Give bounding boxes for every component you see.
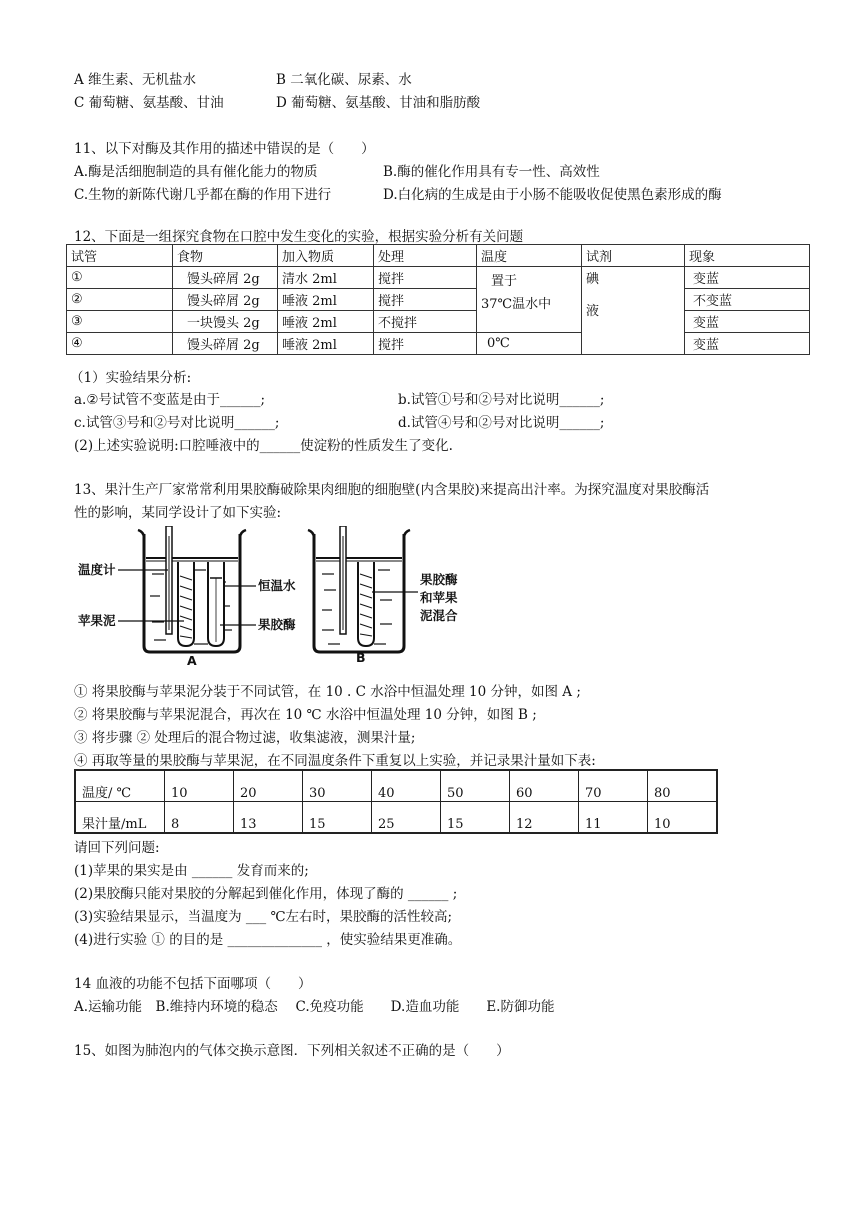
header-cell: 加入物质 <box>278 245 374 267</box>
header-cell: 现象 <box>685 245 810 267</box>
temp-cell: 50 <box>441 770 510 802</box>
juice-cell: 25 <box>372 802 441 834</box>
temp-cell: 20 <box>234 770 303 802</box>
table-row <box>67 289 810 311</box>
q11-option-b: B.酶的催化作用具有专一性、高效性 <box>383 164 600 180</box>
label-mix-line1: 果胶酶 <box>420 572 458 587</box>
label-enzyme: 果胶酶 <box>258 617 296 632</box>
temp-cell: 60 <box>510 770 579 802</box>
result-cell: 变蓝 <box>685 267 810 289</box>
tube-cell: ③ <box>67 311 173 333</box>
q13-part1: (1)苹果的果实是由 ______ 发育而来的; <box>74 863 309 879</box>
table-row <box>67 267 810 289</box>
label-figure-b: B <box>356 650 366 665</box>
q12-sub2: (2)上述实验说明:口腔唾液中的______使淀粉的性质发生了变化. <box>74 438 453 454</box>
q13-beaker-figure <box>74 526 504 666</box>
q12-table <box>66 244 810 355</box>
juice-cell: 12 <box>510 802 579 834</box>
juice-cell: 15 <box>441 802 510 834</box>
juice-cell: 15 <box>303 802 372 834</box>
q13-part3: (3)实验结果显示，当温度为 ___ ℃左右时，果胶酶的活性较高; <box>74 909 453 925</box>
temp-cell: 30 <box>303 770 372 802</box>
row-label: 温度/ ℃ <box>75 770 165 802</box>
q10-option-c: C 葡萄糖、氨基酸、甘油 <box>74 95 224 111</box>
treat-cell: 搅拌 <box>374 289 477 311</box>
beaker-b <box>308 526 410 652</box>
q13-results-table <box>74 769 718 834</box>
q11-option-a: A.酶是活细胞制造的具有催化能力的物质 <box>74 164 318 180</box>
food-cell: 馒头碎屑 2g <box>173 333 278 355</box>
table-row <box>67 311 810 333</box>
q12-qd: d.试管④号和②号对比说明______; <box>398 415 605 431</box>
juice-cell: 13 <box>234 802 303 834</box>
q13-step4: ④ 再取等量的果胶酶与苹果泥，在不同温度条件下重复以上实验，并记录果汁量如下表: <box>74 753 596 769</box>
label-apple-puree: 苹果泥 <box>78 613 116 628</box>
food-cell: 一块馒头 2g <box>173 311 278 333</box>
treat-cell: 搅拌 <box>374 267 477 289</box>
temp-cell: 0℃ <box>477 333 582 355</box>
q13-stem-line1: 13、果汁生产厂家常常利用果胶酶破除果肉细胞的细胞壁(内含果胶)来提高出汁率。为探究温度对果胶酶活 <box>74 482 710 498</box>
q13-ask: 请回下列问题: <box>74 840 160 856</box>
temp-cell: 10 <box>165 770 234 802</box>
label-mix-line2: 和苹果 <box>420 590 458 605</box>
q11-option-c: C.生物的新陈代谢几乎都在酶的作用下进行 <box>74 187 332 203</box>
juice-cell: 11 <box>579 802 648 834</box>
juice-cell: 10 <box>648 802 718 834</box>
label-figure-a: A <box>187 653 197 666</box>
q12-qb: b.试管①号和②号对比说明______; <box>398 392 605 408</box>
row-label: 果汁量/mL <box>75 802 165 834</box>
q11-option-d: D.白化病的生成是由于小肠不能吸收促使黑色素形成的酶 <box>383 187 722 203</box>
reagent-line-1: 碘 <box>586 272 600 287</box>
q13-step3: ③ 将步骤 ② 处理后的混合物过滤，收集滤液，测果汁量; <box>74 730 416 746</box>
temp-line-2: 37℃温水中 <box>481 297 552 312</box>
q12-qc: c.试管③号和②号对比说明______; <box>74 415 280 431</box>
table-row-juice <box>75 802 717 834</box>
table-row-temperature <box>75 770 717 802</box>
q13-part2: (2)果胶酶只能对果胶的分解起到催化作用，体现了酶的 ______ ; <box>74 886 458 902</box>
header-cell: 温度 <box>477 245 582 267</box>
temp-cell: 40 <box>372 770 441 802</box>
q15-stem: 15、如图为肺泡内的气体交换示意图．下列相关叙述不正确的是（ ） <box>74 1043 510 1059</box>
reagent-line-2: 液 <box>586 304 600 319</box>
tube-cell: ② <box>67 289 173 311</box>
q12-qa: a.②号试管不变蓝是由于______; <box>74 392 265 408</box>
juice-cell: 8 <box>165 802 234 834</box>
q10-option-a: A 维生素、无机盐水 <box>74 72 197 88</box>
q13-part4: (4)进行实验 ① 的目的是 ______________ ，使实验结果更准确。 <box>74 932 462 948</box>
label-constant-water: 恒温水 <box>258 578 296 593</box>
result-cell: 变蓝 <box>685 311 810 333</box>
result-cell: 不变蓝 <box>685 289 810 311</box>
reagent-merged-cell <box>582 267 685 355</box>
temp-cell: 70 <box>579 770 648 802</box>
label-mix-line3: 泥混合 <box>420 608 458 623</box>
q12-sub1: （1）实验结果分析: <box>70 370 192 386</box>
q10-option-d: D 葡萄糖、氨基酸、甘油和脂肪酸 <box>276 95 481 111</box>
treat-cell: 不搅拌 <box>374 311 477 333</box>
beaker-a <box>138 526 246 652</box>
label-thermometer: 温度计 <box>78 562 116 577</box>
food-cell: 馒头碎屑 2g <box>173 289 278 311</box>
q12-stem: 12、下面是一组探究食物在口腔中发生变化的实验，根据实验分析有关问题 <box>74 229 524 245</box>
q14-stem: 14 血液的功能不包括下面哪项（ ） <box>74 976 312 992</box>
q13-step1: ① 将果胶酶与苹果泥分装于不同试管，在 10 . C 水浴中恒温处理 10 分钟，如图 A ; <box>74 684 581 700</box>
header-cell: 食物 <box>173 245 278 267</box>
header-cell: 试管 <box>67 245 173 267</box>
temp-cell: 80 <box>648 770 718 802</box>
added-cell: 唾液 2ml <box>278 333 374 355</box>
tube-cell: ① <box>67 267 173 289</box>
table-header-row <box>67 245 810 267</box>
q13-stem-line2: 性的影响，某同学设计了如下实验: <box>74 505 282 521</box>
table-row <box>67 333 810 355</box>
tube-cell: ④ <box>67 333 173 355</box>
added-cell: 清水 2ml <box>278 267 374 289</box>
added-cell: 唾液 2ml <box>278 311 374 333</box>
temperature-merged-cell <box>477 267 582 333</box>
header-cell: 试剂 <box>582 245 685 267</box>
q11-stem: 11、以下对酶及其作用的描述中错误的是（ ） <box>74 141 375 157</box>
temp-line-1: 置于 <box>491 274 518 289</box>
result-cell: 变蓝 <box>685 333 810 355</box>
food-cell: 馒头碎屑 2g <box>173 267 278 289</box>
q14-options: A.运输功能 B.维持内环境的稳态 C.免疫功能 D.造血功能 E.防御功能 <box>74 999 555 1015</box>
treat-cell: 搅拌 <box>374 333 477 355</box>
q10-option-b: B 二氧化碳、尿素、水 <box>276 72 412 88</box>
added-cell: 唾液 2ml <box>278 289 374 311</box>
q13-step2: ② 将果胶酶与苹果泥混合，再次在 10 ℃ 水浴中恒温处理 10 分钟，如图 B ; <box>74 707 537 723</box>
header-cell: 处理 <box>374 245 477 267</box>
